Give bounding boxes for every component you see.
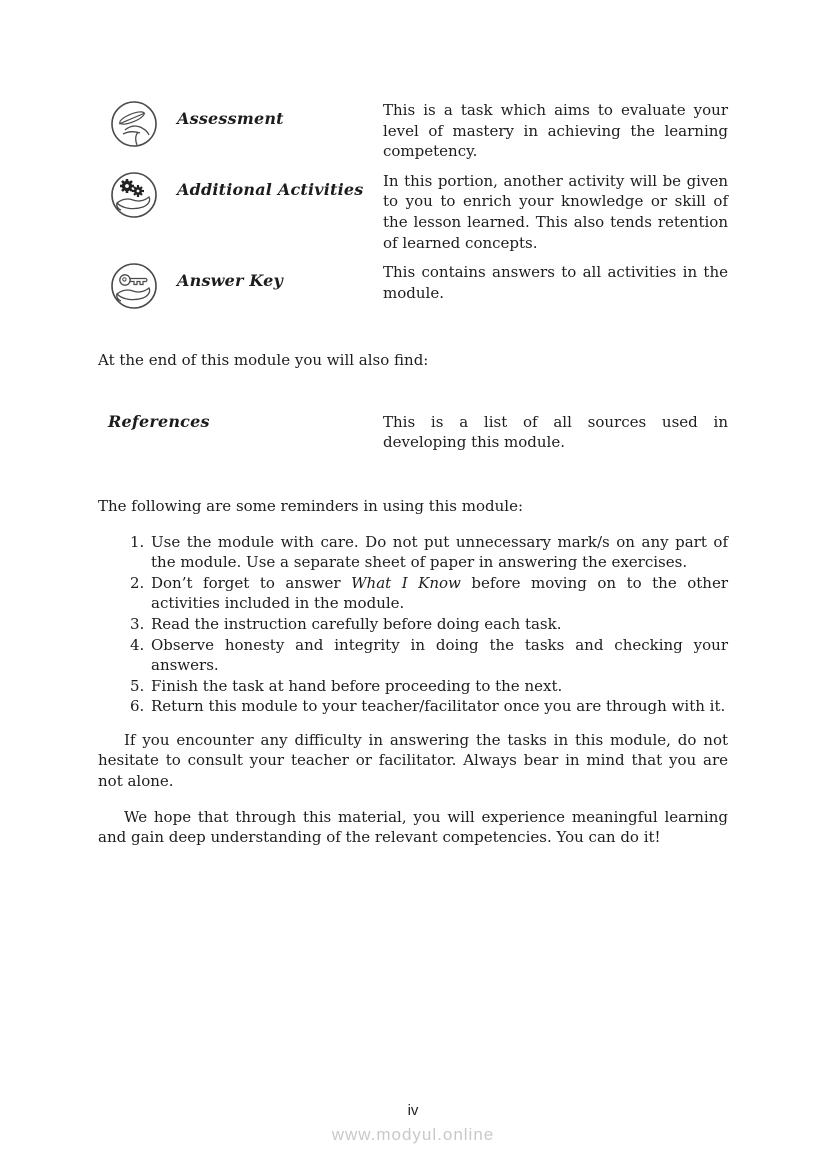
list-item-text (151, 635, 728, 676)
list-item-text-pre: Finish the task at hand before proceeding to the next. (151, 676, 563, 695)
closing-paragraph-1: If you encounter any difficulty in answering the tasks in this module, do not hesitate to consult your teacher or facilitator. Always bear in mind that you are not alone. (98, 730, 728, 791)
list-item-text (151, 676, 728, 697)
quill-in-hand-icon (98, 100, 177, 162)
list-item-text (151, 573, 728, 614)
legend-label-assessment: Assessment (177, 109, 284, 128)
legend-desc-answer-key: This contains answers to all activities in the module. (383, 263, 728, 302)
list-item-number: 6. (130, 697, 145, 716)
end-note-text: At the end of this module you will also find: (98, 351, 429, 370)
legend-row-additional-activities (98, 171, 728, 253)
list-item-number: 5. (130, 676, 145, 695)
legend-label-answer-key: Answer Key (177, 271, 284, 291)
list-item-text (151, 614, 728, 635)
list-item (130, 676, 728, 697)
list-item-text-pre: Don’t forget to answer (151, 573, 352, 592)
legend-row-answer-key (98, 262, 728, 310)
list-item-number: 2. (130, 573, 145, 592)
references-row (98, 412, 728, 453)
list-item-number: 1. (130, 532, 145, 551)
legend-row-assessment (98, 100, 728, 162)
list-item-text-italic: What I Know (351, 573, 461, 592)
references-description: This is a list of all sources used in developing this module. (383, 412, 728, 452)
list-item-text (151, 696, 728, 717)
list-item (130, 696, 728, 717)
gears-on-hand-icon (98, 171, 177, 253)
list-item-number: 3. (130, 614, 145, 633)
list-item-text-pre: Return this module to your teacher/facilitator once you are through with it. (151, 697, 726, 716)
list-item-text-pre: Use the module with care. Do not put unnecessary mark/s on any part of the module. Use a separate sheet of paper in answering the exercises. (151, 532, 728, 572)
list-item-number: 4. (130, 635, 145, 654)
reminders-intro: The following are some reminders in using this module: (98, 496, 523, 515)
watermark-text: www.modyul.online (331, 1125, 495, 1144)
list-item (130, 635, 728, 676)
list-item-text (151, 532, 728, 573)
list-item (130, 614, 728, 635)
list-item-text-post: before moving on to the other activities included in the module. (151, 573, 729, 613)
list-item-text-pre: Observe honesty and integrity in doing the tasks and checking your answers. (151, 635, 728, 675)
icon-legend (98, 0, 728, 310)
list-item-text-pre: Read the instruction carefully before doing each task. (151, 614, 562, 633)
legend-desc-additional-activities: In this portion, another activity will be given to you to enrich your knowledge or skill of the lesson learned. This also tends retention of learned concepts. (383, 171, 728, 252)
list-item (130, 573, 728, 614)
page-number: iv (407, 1102, 419, 1119)
key-on-hand-icon (98, 262, 177, 310)
list-item (130, 532, 728, 573)
legend-label-additional-activities: Additional Activities (177, 179, 364, 199)
legend-desc-assessment: This is a task which aims to evaluate your level of mastery in achieving the learning competency. (383, 101, 728, 161)
closing-paragraph-2: We hope that through this material, you will experience meaningful learning and gain deep understanding of the relevant competencies. You can do it! (98, 807, 728, 847)
reminders-list (98, 532, 728, 717)
references-label: References (108, 411, 210, 431)
